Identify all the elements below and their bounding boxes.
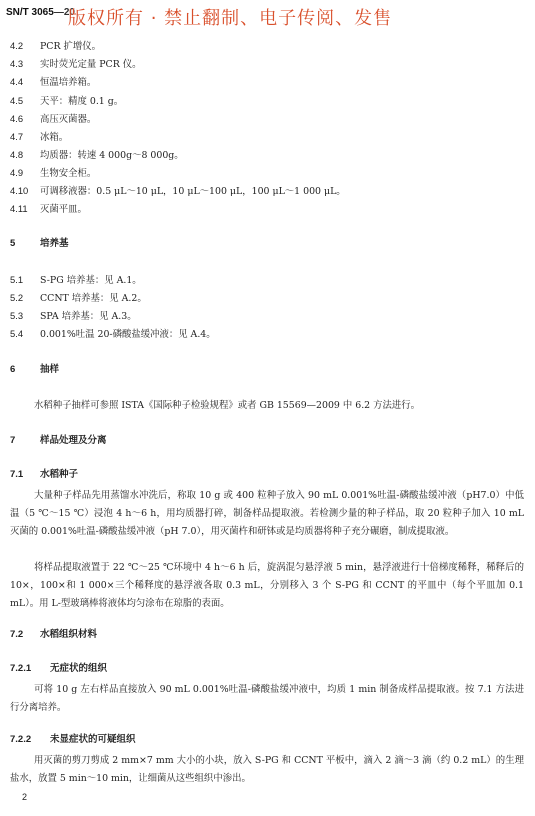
list-item <box>10 95 123 108</box>
list-item <box>10 113 96 126</box>
section-title: 样品处理及分离 <box>40 435 107 446</box>
clause-number: 4.7 <box>10 131 24 142</box>
section-number: 7.1 <box>10 469 24 480</box>
clause-number: 4.9 <box>10 167 24 178</box>
section-heading <box>10 364 59 376</box>
copyright-watermark: 版权所有 · 禁止翻制、电子传阅、发售 <box>68 8 393 29</box>
section-title: 水稻种子 <box>40 469 79 480</box>
clause-number: 5.4 <box>10 328 24 339</box>
paragraph-text: 可将 10 g 左右样品直接放入 90 mL 0.001%吐温-磷酸盐缓冲液中，均质 1 min 制备成样品提取液。按 7.1 方法进行分离培养。 <box>10 684 524 713</box>
page-number: 2 <box>22 792 28 802</box>
section-number: 7 <box>10 435 16 446</box>
list-item <box>10 167 96 180</box>
clause-number: 4.5 <box>10 95 24 106</box>
list-item <box>10 40 101 53</box>
list-item <box>10 76 96 89</box>
clause-text: SPA 培养基：见 A.3。 <box>40 311 137 322</box>
clause-text: S-PG 培养基：见 A.1。 <box>40 275 142 286</box>
section-heading <box>10 238 69 250</box>
section-number: 7.2.1 <box>10 663 32 674</box>
clause-text: 冰箱。 <box>40 132 69 143</box>
paragraph <box>10 752 524 788</box>
clause-number: 4.2 <box>10 40 24 51</box>
list-item <box>10 185 346 198</box>
paragraph <box>10 487 524 541</box>
section-title: 培养基 <box>40 238 69 249</box>
section-title: 未显症状的可疑组织 <box>50 734 136 745</box>
clause-text: 天平：精度 0.1 g。 <box>40 96 124 107</box>
clause-number: 4.3 <box>10 58 24 69</box>
list-item <box>10 149 184 162</box>
paragraph-text: 用灭菌的剪刀剪成 2 mm×7 mm 大小的小块，放入 S-PG 和 CCNT 平板中，滴入 2 滴～3 滴（约 0.2 mL）的生理盐水，放置 5 min～10 min，让细菌从这些组织中渗出。 <box>10 755 524 784</box>
paragraph-text: 大量种子样品先用蒸馏水冲洗后，称取 10 g 或 400 粒种子放入 90 mL 0.001%吐温-磷酸盐缓冲液（pH7.0）中低温（5 ℃～15 ℃）浸泡 4 h～6 h，用均质器打碎，制备样品提取液。若检测少量的种子样品，取 20 粒种子加入 10 mL 灭菌的 0.001%吐温-磷酸盐缓冲液（pH 7.0），用灭菌杵和研钵或是均质器将种子充分碾磨，制成提取液。 <box>10 490 525 537</box>
paragraph: 水稻种子抽样可参照 ISTA《国际种子检验规程》或者 GB 15569—2009 中 6.2 方法进行。 <box>34 400 420 411</box>
clause-number: 4.4 <box>10 76 24 87</box>
clause-text: 均质器：转速 4 000g～8 000g。 <box>40 150 184 161</box>
clause-text: 灭菌平皿。 <box>40 204 87 215</box>
clause-text: 生物安全柜。 <box>40 168 97 179</box>
clause-text: 高压灭菌器。 <box>40 114 97 125</box>
section-title: 无症状的组织 <box>50 663 108 674</box>
list-item <box>10 131 68 144</box>
clause-text: PCR 扩增仪。 <box>40 41 102 52</box>
standard-code: SN/T 3065 <box>6 7 54 18</box>
section-number: 6 <box>10 364 16 375</box>
list-item <box>10 274 142 287</box>
clause-text: 0.001%吐温 20-磷酸盐缓冲液：见 A.4。 <box>40 329 216 340</box>
section-number: 7.2 <box>10 629 24 640</box>
clause-number: 5.1 <box>10 274 24 285</box>
clause-number: 4.6 <box>10 113 24 124</box>
clause-text: 实时荧光定量 PCR 仪。 <box>40 59 142 70</box>
section-number: 7.2.2 <box>10 734 32 745</box>
clause-number: 5.2 <box>10 292 24 303</box>
clause-text: 恒温培养箱。 <box>40 77 97 88</box>
clause-number: 5.3 <box>10 310 24 321</box>
clause-number: 4.8 <box>10 149 24 160</box>
list-item <box>10 328 216 341</box>
clause-number: 4.10 <box>10 185 29 196</box>
list-item <box>10 203 87 216</box>
section-title: 水稻组织材料 <box>40 629 98 640</box>
paragraph <box>10 681 524 717</box>
list-item <box>10 310 137 323</box>
subsection-heading <box>10 469 78 481</box>
list-item <box>10 292 147 305</box>
list-item <box>10 58 142 71</box>
clause-text: CCNT 培养基：见 A.2。 <box>40 293 147 304</box>
section-title: 抽样 <box>40 364 60 375</box>
subsection-heading <box>10 734 136 746</box>
section-number: 5 <box>10 238 16 249</box>
standard-code-year: —20 <box>53 7 75 18</box>
paragraph <box>10 559 524 613</box>
subsection-heading <box>10 629 97 641</box>
clause-number: 4.11 <box>10 203 28 214</box>
subsection-heading <box>10 663 107 675</box>
paragraph-text: 将样品提取液置于 22 ℃～25 ℃环境中 4 h～6 h 后，旋涡混匀悬浮液 5 min，悬浮液进行十倍梯度稀释，稀释后的 10×，100×和 1 000×三个稀释度的悬浮液各取 0.3 mL，分别移入 3 个 S-PG 和 CCNT 的平皿中（每个平皿加 0.1 mL）。用 L-型玻璃棒将液体均匀涂布在琼脂的表面。 <box>10 562 524 609</box>
standard-code-header <box>6 7 75 18</box>
clause-text: 可调移液器：0.5 μL～10 μL，10 μL～100 μL，100 μL～1 000 μL。 <box>40 186 346 197</box>
section-heading <box>10 435 107 447</box>
